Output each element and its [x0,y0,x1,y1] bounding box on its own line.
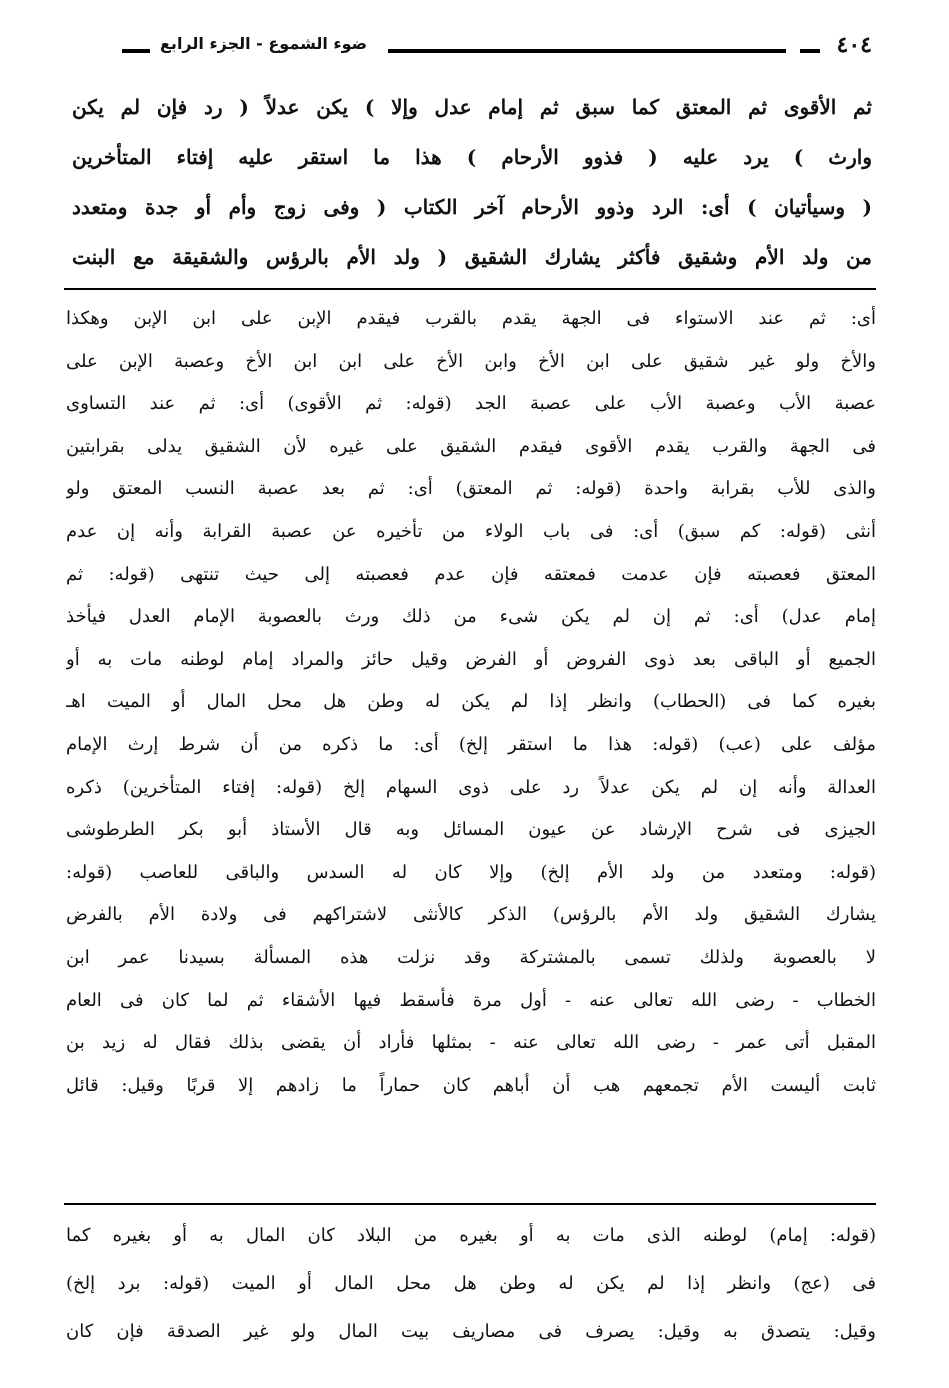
commentary-line: المعتق فعصبته فإن عدمت فمعتقه فإن عدم فعصبته إلى حيث تنتهى (قوله: ثم [66,563,876,585]
main-text-line: من ولد الأم وشقيق فأكثر يشارك الشقيق ( ولد الأم بالرؤس والشقيقة مع البنت [72,245,872,269]
main-text-line: وارث ) يرد عليه ( فذوو الأرحام ) هذا ما استقر عليه إفتاء المتأخرين [72,145,872,169]
footnote-line: فى (عج) وانظر إذا لم يكن له وطن هل محل المال أو الميت (قوله: برد إلخ) [66,1273,876,1294]
commentary-line: فى الجهة والقرب يقدم الأقوى فيقدم الشقيق على غيره لأن الشقيق يدلى بقرابتين [66,435,876,457]
page-number: ٤٠٤ [836,32,872,58]
commentary-line: والأخ ولو غير شقيق على ابن الأخ وابن الأخ على ابن ابن الأخ وعصبة الإبن على [66,350,876,372]
commentary-line: عصبة الأب وعصبة الأب على عصبة الجد (قوله: ثم الأقوى) أى: ثم عند التساوى [66,393,876,415]
book-title: ضوء الشموع - الجزء الرابع [160,34,368,53]
commentary-line: لا بالعصوبة ولذلك تسمى بالمشتركة وقد نزلت هذه المسألة بسيدنا عمر ابن [66,946,876,968]
footnote-block [66,1212,876,1356]
commentary-line: والذى للأب بقرابة واحدة (قوله: ثم المعتق) أى: ثم بعد عصبة النسب المعتق ولو [66,478,876,500]
commentary-block [66,298,876,1107]
footnote-line: وقيل: يتصدق به وقيل: يصرف فى مصاريف بيت المال ولو غير الصدقة فإن كان [66,1321,876,1342]
commentary-line: الجيزى فى شرح الإرشاد عن عيون المسائل وبه قال الأستاذ أبو بكر الطرطوشى [66,819,876,841]
header-rule-middle [388,49,786,53]
section-divider [64,288,876,290]
commentary-line: الخطاب - رضى الله تعالى عنه - أول مرة فأسقط فيها الأشقاء ثم لما كان فى العام [66,989,876,1011]
main-text-block [72,82,872,282]
main-text-line: ثم الأقوى ثم المعتق كما سبق ثم إمام عدل وإلا ) يكن عدلاً ( رد فإن لم يكن [72,95,872,119]
running-header [60,30,872,70]
commentary-line: ثابت أليست الأم تجمعهم هب أن أباهم كان حماراً ما زادهم إلا قربًا وقيل: قائل [66,1074,876,1096]
footnote-divider [64,1203,876,1205]
commentary-line: العدالة وأنه إن لم يكن عدلاً رد على ذوى السهام إلخ (قوله: إفتاء المتأخرين) ذكره [66,776,876,798]
header-rule-right [800,49,820,53]
commentary-line: أى: ثم عند الاستواء فى الجهة يقدم بالقرب فيقدم الإبن على ابن الإبن وهكذا [66,308,876,329]
main-text-line: ( وسيأتيان ) أى: الرد وذوو الأرحام آخر الكتاب ( وفى زوج وأم أو جدة ومتعدد [72,195,872,219]
commentary-line: أنثى (قوله: كم سبق) أى: فى باب الولاء من تأخيره عن عصبة القرابة وأنه إن عدم [66,520,876,542]
commentary-line: إمام عدل) أى: ثم إن لم يكن شىء من ذلك ورث بالعصوبة الإمام العدل فيأخذ [66,606,876,628]
commentary-line: (قوله: ومتعدد من ولد الأم إلخ) وإلا كان له السدس والباقى للعاصب (قوله: [66,861,876,883]
footnote-line: (قوله: إمام) لوطنه الذى مات به أو بغيره من البلاد كان المال به أو بغيره كما [66,1225,876,1246]
commentary-line: المقبل أتى عمر - رضى الله تعالى عنه - بمثلها فأراد أن يقضى بذلك فقال له زيد بن [66,1032,876,1054]
commentary-line: الجميع أو الباقى بعد ذوى الفروض أو الفرض وقيل حائز والمراد إمام لوطنه مات به أو [66,648,876,670]
header-rule-left [122,49,150,53]
commentary-line: مؤلف على (عب) (قوله: هذا ما استقر إلخ) أى: ما ذكره من أن شرط إرث الإمام [66,733,876,755]
commentary-line: بغيره كما فى (الحطاب) وانظر إذا لم يكن له وطن هل محل المال أو الميت اهـ [66,691,876,713]
commentary-line: يشارك الشقيق ولد الأم بالرؤس) الذكر كالأنثى لاشتراكهم فى ولادة الأم بالفرض [66,904,876,926]
